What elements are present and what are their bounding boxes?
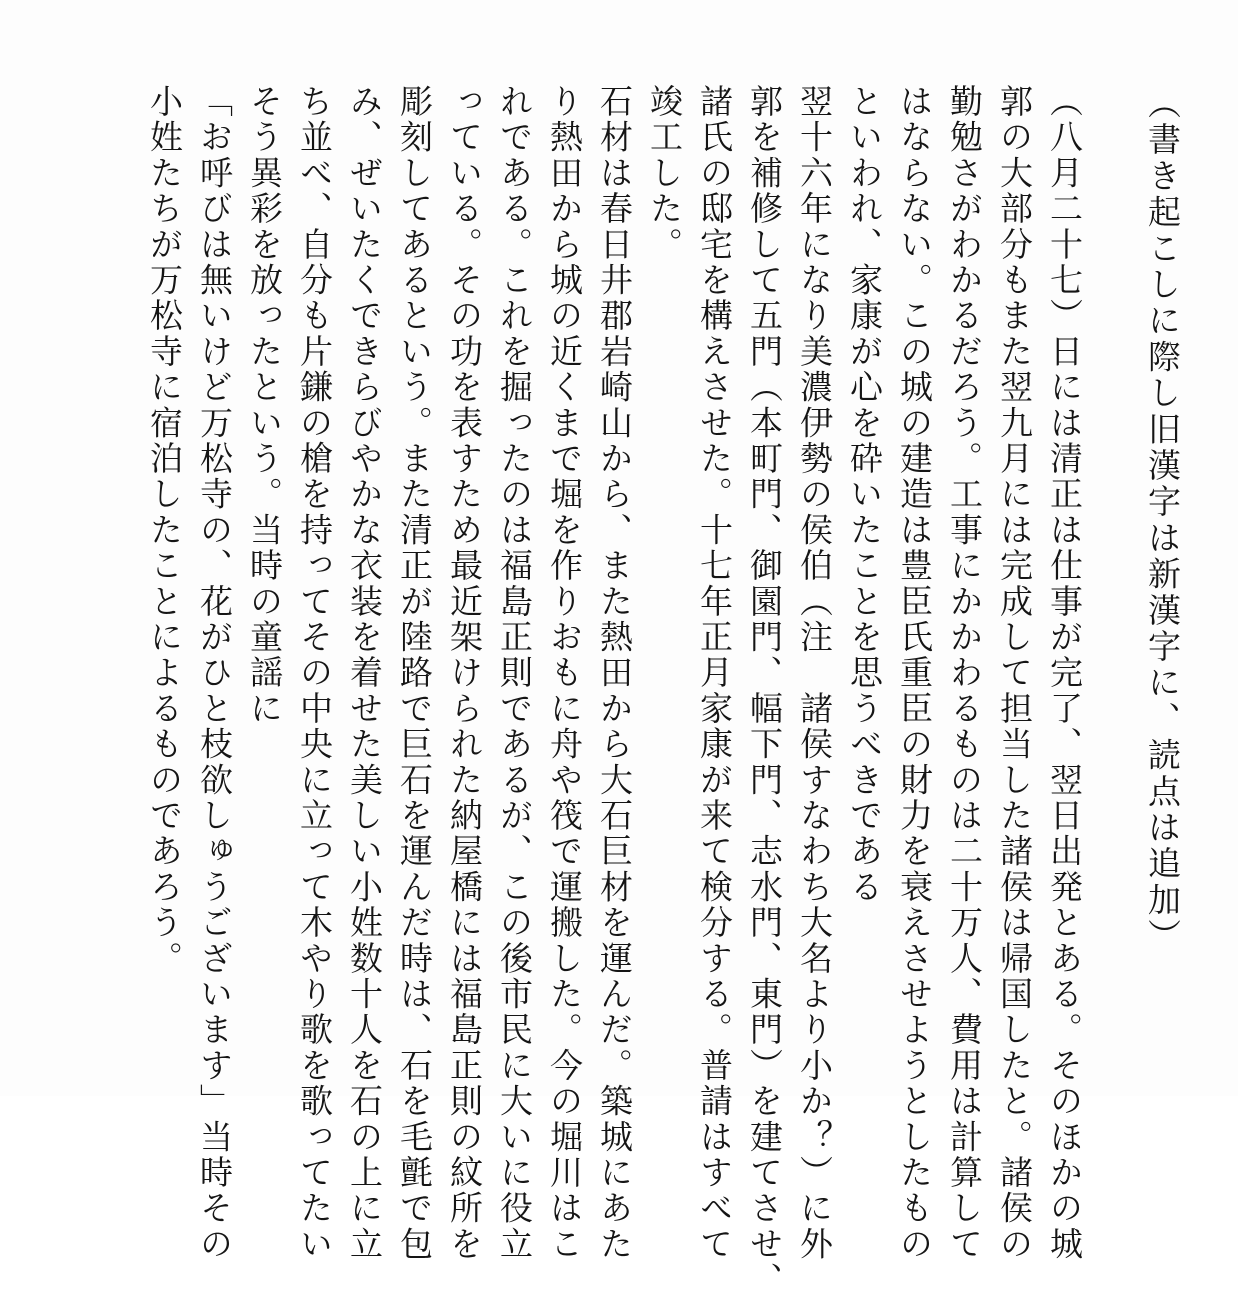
text-line-7: 郭を補修して五門（本町門、御園門、幅下門、志水門、東門）を建てさせ、 [745,84,784,1298]
transcription-note: （書き起こしに際し旧漢字は新漢字に、読点は追加） [1143,86,1182,955]
text-line-11: り熱田から城の近くまで堀を作りおもに舟や筏で運搬した。今の堀川はこ [545,84,584,1263]
text-line-8: 諸氏の邸宅を構えさせた。十七年正月家康が来て検分する。普請はすべて [695,84,734,1263]
text-line-19: 小姓たちが万松寺に宿泊したことによるものであろう。 [145,84,184,977]
text-line-4: はならない。この城の建造は豊臣氏重臣の財力を衰えさせようとしたもの [895,84,934,1263]
text-line-9: 竣工した。 [645,84,684,263]
text-line-5: といわれ、家康が心を砕いたことを思うべきである [845,84,884,906]
text-line-15: み、ぜいたくできらびやかな衣装を着せた美しい小姓数十人を石の上に立 [345,84,384,1263]
text-line-16: ち並べ、自分も片鎌の槍を持ってその中央に立って木やり歌を歌ってたい [295,84,334,1263]
text-line-3: 勤勉さがわかるだろう。工事にかかわるものは二十万人、費用は計算して [945,84,984,1263]
text-line-12: れである。これを掘ったのは福島正則であるが、この後市民に大いに役立 [495,84,534,1263]
text-line-6: 翌十六年になり美濃伊勢の侯伯（注 諸侯すなわち大名より小か？）に外 [795,84,834,1263]
text-line-1: （八月二十七）日には清正は仕事が完了、翌日出発とある。そのほかの城 [1045,84,1084,1263]
text-line-18: 「お呼びは無いけど万松寺の、花がひと枝欲しゅうございます」当時その [195,84,234,1263]
text-line-10: 石材は春日井郡岩崎山から、また熱田から大石巨材を運んだ。築城にあた [595,84,634,1263]
text-line-2: 郭の大部分もまた翌九月には完成して担当した諸侯は帰国したと。諸侯の [995,84,1034,1263]
text-line-13: っている。その功を表すため最近架けられた納屋橋には福島正則の紋所を [445,84,484,1263]
text-line-17: そう異彩を放ったという。当時の童謡に [245,84,284,727]
text-line-14: 彫刻してあるという。また清正が陸路で巨石を運んだ時は、石を毛氈で包 [395,84,434,1263]
